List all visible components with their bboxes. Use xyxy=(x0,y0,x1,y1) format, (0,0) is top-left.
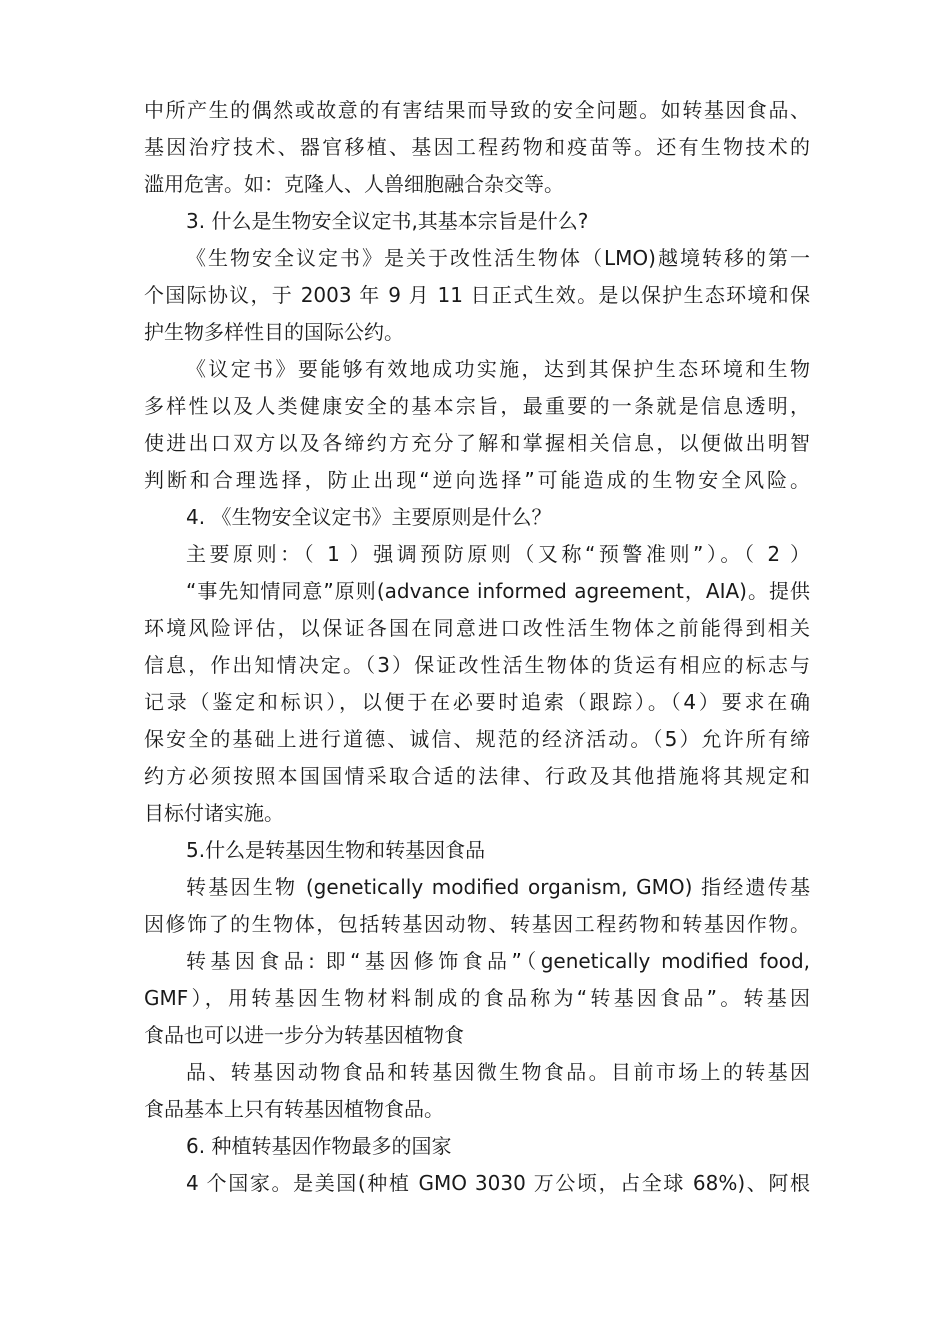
text-line: 约方必须按照本国国情采取合适的法律、行政及其他措施将其规定和 xyxy=(144,764,810,788)
text-line: 使进出口双方以及各缔约方充分了解和掌握相关信息，以便做出明智 xyxy=(144,431,810,455)
text-line: 品、转基因动物食品和转基因微生物食品。目前市场上的转基因 xyxy=(186,1060,810,1084)
text-line: 环境风险评估，以保证各国在同意进口改性活生物体之前能得到相关 xyxy=(144,616,810,640)
text-line: 多样性以及人类健康安全的基本宗旨，最重要的一条就是信息透明， xyxy=(144,394,810,418)
text-line: 转基因生物 (genetically modified organism, GMO) 指经遗传基 xyxy=(186,875,810,899)
text-line: GMF），用转基因生物材料制成的食品称为“转基因食品”。转基因 xyxy=(144,986,810,1010)
text-line: 基因治疗技术、器官移植、基因工程药物和疫苗等。还有生物技术的 xyxy=(144,135,810,159)
text-line: 转基因食品: 即“基因修饰食品”（genetically modified food, xyxy=(186,949,810,973)
section-heading-6: 6. 种植转基因作物最多的国家 xyxy=(186,1134,452,1158)
text-line: 主要原则：（ 1 ）强调预防原则（又称“预警准则”）。（ 2 ） xyxy=(186,542,810,566)
text-line: 食品也可以进一步分为转基因植物食 xyxy=(144,1023,464,1047)
text-line: 信息，作出知情决定。（3）保证改性活生物体的货运有相应的标志与 xyxy=(144,653,810,677)
document-body xyxy=(144,92,810,1202)
text-line: 记录（鉴定和标识），以便于在必要时追索（跟踪）。（4）要求在确 xyxy=(144,690,810,714)
text-line: 《议定书》要能够有效地成功实施，达到其保护生态环境和生物 xyxy=(186,357,810,381)
text-line: 个国际协议，于 2003 年 9 月 11 日正式生效。是以保护生态环境和保 xyxy=(144,283,810,307)
text-line: 食品基本上只有转基因植物食品。 xyxy=(144,1097,444,1121)
text-line: 保安全的基础上进行道德、诚信、规范的经济活动。（5）允许所有缔 xyxy=(144,727,810,751)
text-line: 因修饰了的生物体，包括转基因动物、转基因工程药物和转基因作物。 xyxy=(144,912,810,936)
text-line: 目标付诸实施。 xyxy=(144,801,284,825)
text-line: 中所产生的偶然或故意的有害结果而导致的安全问题。如转基因食品、 xyxy=(144,98,810,122)
section-heading-5: 5.什么是转基因生物和转基因食品 xyxy=(186,838,486,862)
text-line: 护生物多样性目的国际公约。 xyxy=(144,320,404,344)
text-line: 判断和合理选择，防止出现“逆向选择”可能造成的生物安全风险。 xyxy=(144,468,810,492)
section-heading-3: 3. 什么是生物安全议定书,其基本宗旨是什么? xyxy=(186,209,589,233)
text-line: “事先知情同意”原则(advance informed agreement，AIA)。提供 xyxy=(186,579,810,603)
text-line: 4 个国家。是美国(种植 GMO 3030 万公顷，占全球 68%)、阿根 xyxy=(186,1171,810,1195)
text-line: 滥用危害。如：克隆人、人兽细胞融合杂交等。 xyxy=(144,172,564,196)
section-heading-4: 4. 《生物安全议定书》主要原则是什么？ xyxy=(186,505,552,529)
text-line: 《生物安全议定书》是关于改性活生物体（LMO)越境转移的第一 xyxy=(186,246,810,270)
